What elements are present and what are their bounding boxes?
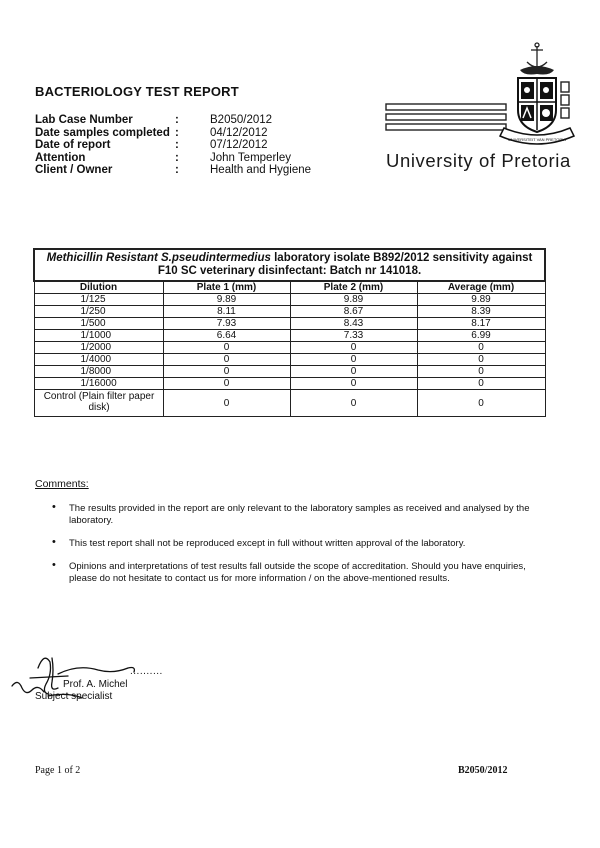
dilution-cell: 1/1000	[34, 330, 163, 342]
dilution-cell: 1/16000	[34, 378, 163, 390]
caption-organism: Methicillin Resistant S.pseudintermedius	[46, 252, 271, 264]
plate2-cell: 0	[290, 390, 417, 417]
meta-colon: :	[175, 151, 179, 164]
meta-value: 07/12/2012	[210, 139, 268, 152]
meta-colon: :	[175, 139, 179, 152]
signatory-role: Subject specialist	[35, 691, 113, 702]
meta-row	[35, 139, 370, 152]
bullet-icon: •	[52, 536, 56, 548]
table-row	[34, 354, 545, 366]
column-header: Dilution	[34, 281, 163, 294]
average-cell: 8.17	[417, 318, 545, 330]
table-row	[34, 390, 545, 417]
table-row	[34, 342, 545, 354]
plate2-cell: 0	[290, 342, 417, 354]
meta-colon: :	[175, 114, 179, 126]
bullet-icon: •	[52, 559, 56, 571]
average-cell: 0	[417, 342, 545, 354]
plate2-cell: 0	[290, 378, 417, 390]
comment-text: Opinions and interpretations of test results fall outside the scope of accreditation. Should you have enquiries, please do not hesitate to contact us for more information / on the above-mentioned results.	[69, 561, 526, 584]
signatory-name: Prof. A. Michel	[63, 679, 128, 690]
table-row	[34, 294, 545, 306]
meta-label: Client / Owner	[35, 164, 113, 177]
column-header: Plate 1 (mm)	[163, 281, 290, 294]
plate1-cell: 7.93	[163, 318, 290, 330]
page-number: Page 1 of 2	[35, 765, 81, 776]
report-title: BACTERIOLOGY TEST REPORT	[35, 84, 239, 99]
meta-value: B2050/2012	[210, 114, 273, 126]
meta-label: Date samples completed	[35, 126, 170, 139]
meta-value: Health and Hygiene	[210, 164, 312, 177]
meta-row	[35, 114, 370, 127]
university-name: University of Pretoria	[386, 150, 571, 171]
crest-banner-text: UNIVERSITEIT VAN PRETORIA	[507, 137, 567, 142]
plate1-cell: 0	[163, 378, 290, 390]
table-header-row	[34, 281, 545, 294]
plate2-cell: 0	[290, 366, 417, 378]
university-crest-icon	[380, 40, 580, 155]
bullet-icon: •	[52, 501, 56, 513]
dilution-cell: 1/2000	[34, 342, 163, 354]
column-header: Average (mm)	[417, 281, 545, 294]
sensitivity-results-table	[33, 248, 546, 417]
meta-label: Attention	[35, 151, 86, 164]
comment-text: This test report shall not be reproduced except in full without written approval of the laboratory.	[69, 538, 466, 549]
table-row	[34, 378, 545, 390]
column-header: Plate 2 (mm)	[290, 281, 417, 294]
table-caption-row	[34, 249, 545, 281]
average-cell: 0	[417, 390, 545, 417]
plate2-cell: 0	[290, 354, 417, 366]
average-cell: 6.99	[417, 330, 545, 342]
meta-row	[35, 164, 370, 177]
average-cell: 0	[417, 378, 545, 390]
table-row	[34, 366, 545, 378]
dilution-cell: 1/500	[34, 318, 163, 330]
plate2-cell: 9.89	[290, 294, 417, 306]
dilution-cell: Control (Plain filter paper disk)	[34, 390, 163, 417]
average-cell: 8.39	[417, 306, 545, 318]
comment-text: The results provided in the report are only relevant to the laboratory samples as received and analysed by the laboratory.	[69, 503, 530, 526]
meta-value: John Temperley	[210, 151, 291, 164]
plate1-cell: 8.11	[163, 306, 290, 318]
table-row	[34, 306, 545, 318]
meta-value: 04/12/2012	[210, 126, 268, 139]
plate2-cell: 8.67	[290, 306, 417, 318]
table-row	[34, 318, 545, 330]
plate1-cell: 9.89	[163, 294, 290, 306]
plate1-cell: 0	[163, 342, 290, 354]
plate2-cell: 8.43	[290, 318, 417, 330]
plate2-cell: 7.33	[290, 330, 417, 342]
plate1-cell: 0	[163, 390, 290, 417]
average-cell: 0	[417, 354, 545, 366]
plate1-cell: 0	[163, 366, 290, 378]
table-row	[34, 330, 545, 342]
meta-label: Lab Case Number	[35, 114, 133, 126]
comments-heading: Comments:	[35, 478, 89, 490]
meta-label: Date of report	[35, 139, 111, 152]
plate1-cell: 0	[163, 354, 290, 366]
footer-reference: B2050/2012	[458, 765, 508, 776]
meta-colon: :	[175, 164, 179, 177]
report-metadata	[35, 114, 370, 177]
meta-colon: :	[175, 126, 179, 139]
average-cell: 0	[417, 366, 545, 378]
dilution-cell: 1/250	[34, 306, 163, 318]
dilution-cell: 1/125	[34, 294, 163, 306]
signature-line: ..........	[130, 666, 163, 677]
dilution-cell: 1/4000	[34, 354, 163, 366]
caption-text: laboratory isolate B892/2012 sensitivity against F10 SC veterinary disinfectant: Batch nr 141018.	[157, 252, 533, 277]
average-cell: 9.89	[417, 294, 545, 306]
meta-row	[35, 152, 370, 165]
dilution-cell: 1/8000	[34, 366, 163, 378]
table-caption	[34, 249, 545, 281]
meta-row	[35, 127, 370, 140]
plate1-cell: 6.64	[163, 330, 290, 342]
